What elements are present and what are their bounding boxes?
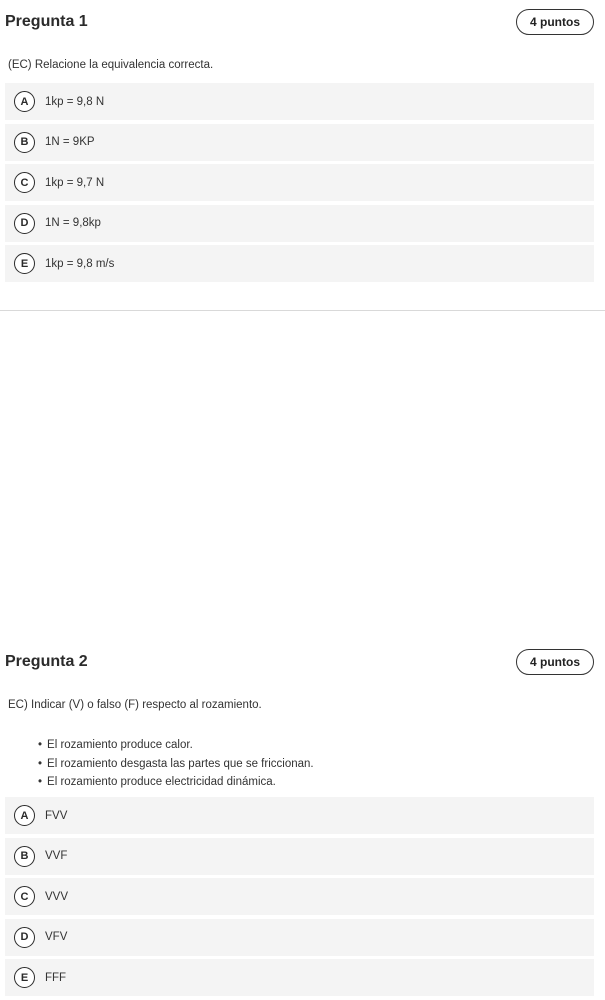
question-title: Pregunta 1 xyxy=(5,13,88,30)
answer-option-a[interactable] xyxy=(5,83,594,120)
question-header xyxy=(5,648,594,676)
question-header xyxy=(5,8,594,36)
answer-option-b[interactable] xyxy=(5,124,594,161)
option-text: FFF xyxy=(45,971,67,984)
option-letter-d: D xyxy=(14,213,35,234)
option-text: 1kp = 9,8 m/s xyxy=(45,257,115,270)
points-badge: 4 puntos xyxy=(516,9,594,35)
option-letter-b: B xyxy=(14,132,35,153)
answer-options xyxy=(5,797,594,1000)
option-text: 1kp = 9,8 N xyxy=(45,95,105,108)
answer-option-d[interactable] xyxy=(5,919,594,956)
option-letter-c: C xyxy=(14,886,35,907)
option-letter-e: E xyxy=(14,253,35,274)
question-2 xyxy=(0,311,605,984)
option-text: VVV xyxy=(45,890,69,903)
option-text: VFV xyxy=(45,931,68,943)
statement-item: • El rozamiento produce calor. xyxy=(38,736,314,755)
option-text: 1N = 9KP xyxy=(45,136,95,148)
answer-option-c[interactable] xyxy=(5,164,594,201)
option-text: 1kp = 9,7 N xyxy=(45,176,105,189)
option-letter-a: A xyxy=(14,91,35,112)
points-badge: 4 puntos xyxy=(516,649,594,675)
option-letter-d: D xyxy=(14,927,35,948)
option-letter-b: B xyxy=(14,846,35,867)
question-title: Pregunta 2 xyxy=(5,653,88,670)
answer-option-d[interactable] xyxy=(5,205,594,242)
option-letter-a: A xyxy=(14,805,35,826)
statement-list xyxy=(38,736,314,792)
option-text: VVF xyxy=(45,850,68,862)
answer-option-a[interactable] xyxy=(5,797,594,834)
answer-option-b[interactable] xyxy=(5,838,594,875)
answer-options xyxy=(5,83,594,286)
option-letter-c: C xyxy=(14,172,35,193)
option-text: FVV xyxy=(45,809,68,822)
statement-item: • El rozamiento produce electricidad dinámica. xyxy=(38,773,314,792)
option-letter-e: E xyxy=(14,967,35,988)
statement-item: • El rozamiento desgasta las partes que se friccionan. xyxy=(38,755,314,774)
answer-option-e[interactable] xyxy=(5,245,594,282)
question-prompt: EC) Indicar (V) o falso (F) respecto al rozamiento. xyxy=(8,699,262,711)
question-prompt: (EC) Relacione la equivalencia correcta. xyxy=(8,59,214,71)
question-1 xyxy=(0,0,605,311)
option-text: 1N = 9,8kp xyxy=(45,217,101,229)
answer-option-c[interactable] xyxy=(5,878,594,915)
answer-option-e[interactable] xyxy=(5,959,594,996)
